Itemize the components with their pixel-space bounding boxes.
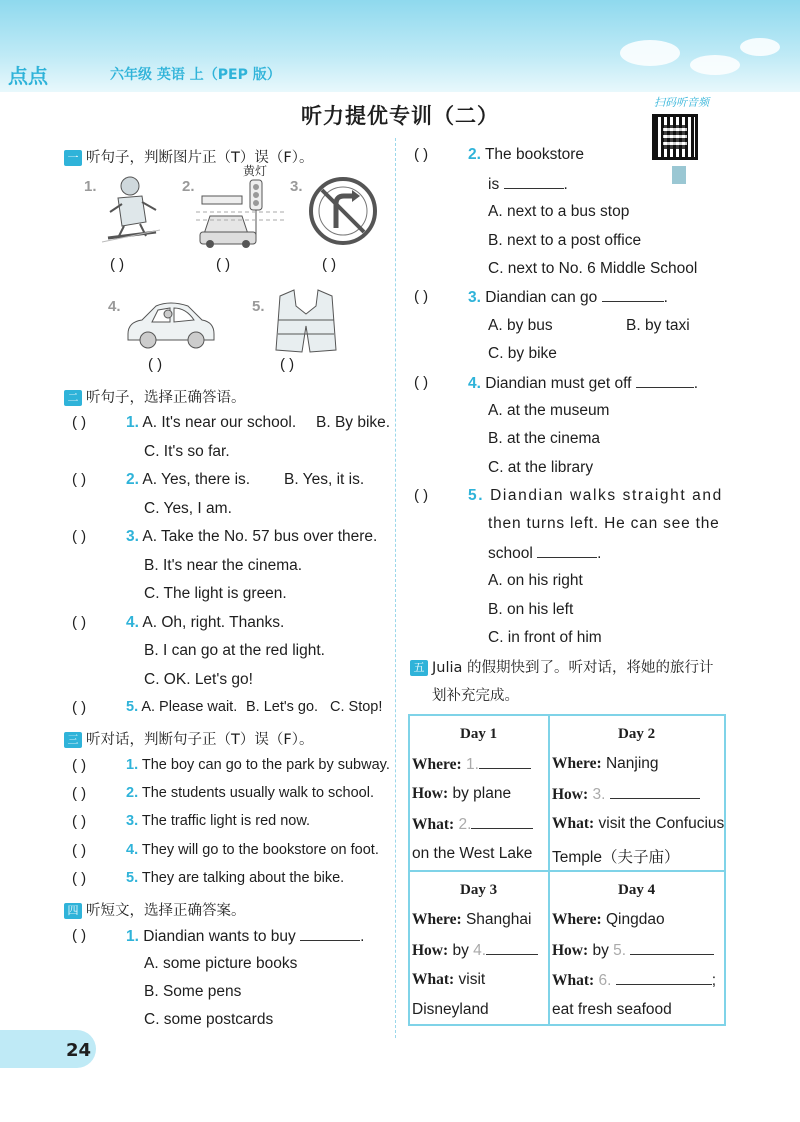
option-c: C. Stop! bbox=[330, 699, 383, 715]
where-value: Nanjing bbox=[605, 755, 659, 772]
answer-paren[interactable]: ( ) bbox=[280, 356, 295, 373]
what-label: What: bbox=[412, 971, 455, 988]
statement-text: The boy can go to the park by subway. bbox=[141, 757, 390, 773]
qr-label: 扫码听音频 bbox=[654, 96, 709, 109]
option-b: B. next to a post office bbox=[488, 232, 642, 249]
answer-blank[interactable] bbox=[504, 175, 564, 189]
day-1-what-tail: on the West Lake bbox=[412, 845, 533, 862]
answer-paren[interactable]: ( ) bbox=[72, 757, 87, 774]
answer-paren[interactable]: ( ) bbox=[110, 256, 125, 273]
section-number: 二 bbox=[64, 390, 82, 406]
qr-code-block[interactable] bbox=[632, 92, 728, 188]
day-1-where bbox=[412, 755, 531, 774]
day-1-what bbox=[412, 815, 533, 834]
option-a: A. by bus bbox=[488, 317, 553, 334]
answer-paren[interactable]: ( ) bbox=[72, 813, 87, 830]
question-row bbox=[126, 528, 377, 546]
life-jacket-icon bbox=[270, 286, 342, 356]
question-row: 1. Diandian wants to buy . bbox=[126, 928, 365, 945]
answer-paren[interactable]: ( ) bbox=[414, 146, 429, 163]
statement-text: The students usually walk to school. bbox=[141, 785, 374, 801]
question-row bbox=[126, 614, 284, 632]
day-2-what-tail: Temple（夫子庙） bbox=[552, 849, 680, 866]
answer-paren[interactable]: ( ) bbox=[72, 785, 87, 802]
section-number: 三 bbox=[64, 732, 82, 748]
question-row bbox=[468, 487, 723, 505]
day-4-heading: Day 4 bbox=[618, 882, 656, 898]
question-row bbox=[468, 146, 584, 164]
blank-number: 4. bbox=[473, 942, 487, 959]
answer-paren[interactable]: ( ) bbox=[72, 927, 87, 944]
answer-blank[interactable] bbox=[537, 544, 597, 558]
answer-blank[interactable] bbox=[636, 374, 694, 388]
question-row: school . bbox=[488, 545, 602, 562]
question-stem: Diandian can go bbox=[485, 289, 598, 306]
page-title: 听力提优专训（二） bbox=[301, 104, 499, 128]
picture-number: 1. bbox=[84, 178, 97, 195]
day-4-where bbox=[552, 911, 665, 929]
section-instruction: 划补充完成。 bbox=[432, 688, 519, 704]
question-stem: then turns left. He can see the bbox=[488, 515, 720, 532]
how-label: How: bbox=[552, 786, 589, 803]
how-label: How: bbox=[412, 785, 449, 802]
question-row: 3. Diandian can go . bbox=[468, 289, 668, 306]
question-row: 4. Diandian must get off . bbox=[468, 375, 699, 392]
picture-number: 4. bbox=[108, 298, 121, 315]
section-instruction: 听短文，选择正确答案。 bbox=[86, 903, 246, 919]
car-icon bbox=[122, 296, 218, 352]
question-number: 1. bbox=[126, 757, 139, 773]
qr-code-icon[interactable] bbox=[652, 114, 698, 160]
section-number: 四 bbox=[64, 903, 82, 919]
answer-paren[interactable]: ( ) bbox=[72, 614, 87, 631]
option-c: C. Yes, I am. bbox=[144, 500, 232, 517]
question-stem: The bookstore bbox=[484, 146, 585, 163]
question-row bbox=[126, 414, 296, 432]
option-b: B. on his left bbox=[488, 601, 574, 618]
option-b: B. by taxi bbox=[626, 317, 690, 334]
question-number: 2. bbox=[468, 146, 481, 163]
how-label: How: bbox=[412, 942, 449, 959]
option-b: B. Yes, it is. bbox=[284, 471, 365, 488]
question-number: 4. bbox=[126, 614, 139, 631]
answer-paren[interactable]: ( ) bbox=[216, 256, 231, 273]
section-instruction: 听句子，判断图片正（T）误（F）。 bbox=[86, 150, 314, 166]
option-a: A. on his right bbox=[488, 572, 583, 589]
book-label: 六年级 英语 上（PEP 版） bbox=[110, 67, 281, 83]
no-turn-sign-icon bbox=[308, 176, 378, 246]
option-c: C. by bike bbox=[488, 345, 557, 362]
question-number: 4. bbox=[126, 842, 139, 858]
cloud-decoration bbox=[740, 38, 780, 56]
question-stem: Diandian walks straight and bbox=[490, 487, 723, 504]
where-label: Where: bbox=[412, 756, 462, 773]
answer-blank[interactable] bbox=[300, 927, 360, 941]
question-number: 1. bbox=[126, 414, 139, 431]
option-c: C. in front of him bbox=[488, 629, 602, 646]
what-value: visit the Confucius bbox=[598, 815, 725, 832]
section-number: 一 bbox=[64, 150, 82, 166]
statement-row bbox=[126, 757, 390, 773]
traffic-light-car-icon bbox=[196, 176, 284, 248]
blank-number: 6. bbox=[598, 972, 612, 989]
where-value: Qingdao bbox=[605, 911, 665, 928]
option-a: A. at the museum bbox=[488, 402, 610, 419]
blank-number: 2. bbox=[458, 816, 472, 833]
where-label: Where: bbox=[412, 911, 462, 928]
answer-blank[interactable] bbox=[486, 941, 538, 955]
where-label: Where: bbox=[552, 911, 602, 928]
question-number: 3. bbox=[126, 813, 139, 829]
option-a: A. Yes, there is. bbox=[142, 471, 251, 488]
travel-plan-table bbox=[408, 714, 726, 1026]
column-divider bbox=[395, 138, 396, 1038]
day-2-where bbox=[552, 755, 659, 773]
section-instruction: Julia 的假期快到了。听对话，将她的旅行计 bbox=[432, 660, 714, 676]
question-number: 5. bbox=[126, 870, 139, 886]
answer-paren[interactable]: ( ) bbox=[414, 487, 429, 504]
answer-blank[interactable] bbox=[471, 815, 533, 829]
option-c: C. next to No. 6 Middle School bbox=[488, 260, 698, 277]
answer-blank[interactable] bbox=[610, 785, 700, 799]
statement-text: They will go to the bookstore on foot. bbox=[141, 842, 379, 858]
picture-number: 3. bbox=[290, 178, 303, 195]
question-stem: school bbox=[488, 545, 533, 562]
question-number: 2. bbox=[126, 471, 139, 488]
option-a: A. some picture books bbox=[144, 955, 298, 972]
picture-number: 5. bbox=[252, 298, 265, 315]
blank-number: 1. bbox=[465, 756, 479, 773]
statement-row bbox=[126, 842, 379, 858]
answer-blank[interactable] bbox=[602, 288, 664, 302]
tree-trunk bbox=[672, 166, 686, 184]
day-4-what bbox=[552, 971, 716, 990]
table-divider bbox=[410, 870, 724, 872]
how-prefix: by bbox=[452, 942, 469, 959]
where-label: Where: bbox=[552, 755, 602, 772]
section-4-heading bbox=[64, 899, 246, 920]
what-label: What: bbox=[552, 972, 595, 989]
question-stem: Diandian must get off bbox=[485, 375, 632, 392]
answer-paren[interactable]: ( ) bbox=[414, 288, 429, 305]
day-3-how bbox=[412, 941, 538, 960]
question-number: 3. bbox=[468, 289, 481, 306]
question-row: is . bbox=[488, 176, 568, 193]
option-a: A. It's near our school. bbox=[142, 414, 297, 431]
answer-paren[interactable]: ( ) bbox=[148, 356, 163, 373]
statement-row bbox=[126, 813, 310, 829]
answer-blank[interactable] bbox=[616, 971, 712, 985]
how-prefix: by bbox=[592, 942, 609, 959]
what-label: What: bbox=[412, 816, 455, 833]
question-row bbox=[126, 699, 237, 715]
option-c: C. OK. Let's go! bbox=[144, 671, 253, 688]
traffic-light-caption: 黄灯 bbox=[243, 164, 268, 178]
page-number: 24 bbox=[66, 1040, 92, 1061]
option-c: C. some postcards bbox=[144, 1011, 274, 1028]
option-a: A. Take the No. 57 bus over there. bbox=[142, 528, 378, 545]
what-value: visit bbox=[458, 971, 486, 988]
picture-number: 2. bbox=[182, 178, 195, 195]
answer-blank[interactable] bbox=[630, 941, 714, 955]
option-b: B. Let's go. bbox=[246, 699, 319, 715]
section-2-heading bbox=[64, 386, 246, 407]
answer-paren[interactable]: ( ) bbox=[414, 374, 429, 391]
day-3-where bbox=[412, 911, 531, 929]
blank-number: 3. bbox=[592, 786, 606, 803]
option-a: A. Oh, right. Thanks. bbox=[142, 614, 285, 631]
statement-text: The traffic light is red now. bbox=[141, 813, 311, 829]
day-4-what-tail: eat fresh seafood bbox=[552, 1001, 672, 1018]
how-label: How: bbox=[552, 942, 589, 959]
section-instruction: 听对话，判断句子正（T）误（F）。 bbox=[86, 732, 314, 748]
section-5-heading bbox=[410, 656, 714, 677]
person-skateboard-icon bbox=[100, 172, 162, 244]
section-number: 五 bbox=[410, 660, 428, 676]
option-a: A. Please wait. bbox=[141, 699, 238, 715]
cloud-decoration bbox=[620, 40, 680, 66]
answer-paren[interactable]: ( ) bbox=[72, 528, 87, 545]
option-a: A. next to a bus stop bbox=[488, 203, 630, 220]
option-b: B. It's near the cinema. bbox=[144, 557, 303, 574]
how-value: by plane bbox=[452, 785, 512, 802]
option-b: B. at the cinema bbox=[488, 430, 601, 447]
question-number: 2. bbox=[126, 785, 139, 801]
option-c: C. It's so far. bbox=[144, 443, 230, 460]
page-number-tab bbox=[0, 1030, 96, 1068]
section-3-heading bbox=[64, 728, 313, 749]
what-label: What: bbox=[552, 815, 595, 832]
answer-paren[interactable]: ( ) bbox=[72, 414, 87, 431]
question-number: 1. bbox=[126, 928, 139, 945]
answer-paren[interactable]: ( ) bbox=[72, 870, 87, 887]
where-value: Shanghai bbox=[465, 911, 532, 928]
statement-row bbox=[126, 870, 344, 886]
section-1-heading bbox=[64, 146, 313, 167]
day-2-heading: Day 2 bbox=[618, 726, 656, 742]
day-3-what bbox=[412, 971, 485, 989]
statement-row bbox=[126, 785, 374, 801]
question-row bbox=[126, 471, 250, 489]
answer-paren[interactable]: ( ) bbox=[72, 842, 87, 859]
option-b: B. Some pens bbox=[144, 983, 242, 1000]
question-stem: is bbox=[488, 176, 500, 193]
option-c: C. The light is green. bbox=[144, 585, 287, 602]
option-c: C. at the library bbox=[488, 459, 594, 476]
answer-paren[interactable]: ( ) bbox=[322, 256, 337, 273]
question-number: 5. bbox=[468, 487, 485, 504]
blank-number: 5. bbox=[613, 942, 627, 959]
answer-paren[interactable]: ( ) bbox=[72, 471, 87, 488]
day-4-how bbox=[552, 941, 714, 960]
day-2-what bbox=[552, 815, 724, 833]
day-3-heading: Day 3 bbox=[460, 882, 498, 898]
answer-blank[interactable] bbox=[479, 755, 531, 769]
brand-logo: 点点 bbox=[8, 64, 48, 88]
option-b: B. By bike. bbox=[316, 414, 391, 431]
day-2-how bbox=[552, 785, 700, 804]
answer-paren[interactable]: ( ) bbox=[72, 699, 87, 716]
question-number: 3. bbox=[126, 528, 139, 545]
day-1-how bbox=[412, 785, 511, 803]
question-stem: Diandian wants to buy bbox=[143, 928, 296, 945]
separator: ; bbox=[711, 972, 717, 989]
question-number: 4. bbox=[468, 375, 481, 392]
day-1-heading: Day 1 bbox=[460, 726, 498, 742]
option-b: B. I can go at the red light. bbox=[144, 642, 325, 659]
section-instruction: 听句子，选择正确答语。 bbox=[86, 390, 246, 406]
question-number: 5. bbox=[126, 699, 139, 715]
cloud-decoration bbox=[690, 55, 740, 75]
statement-text: They are talking about the bike. bbox=[141, 870, 345, 886]
day-3-what-tail: Disneyland bbox=[412, 1001, 489, 1018]
